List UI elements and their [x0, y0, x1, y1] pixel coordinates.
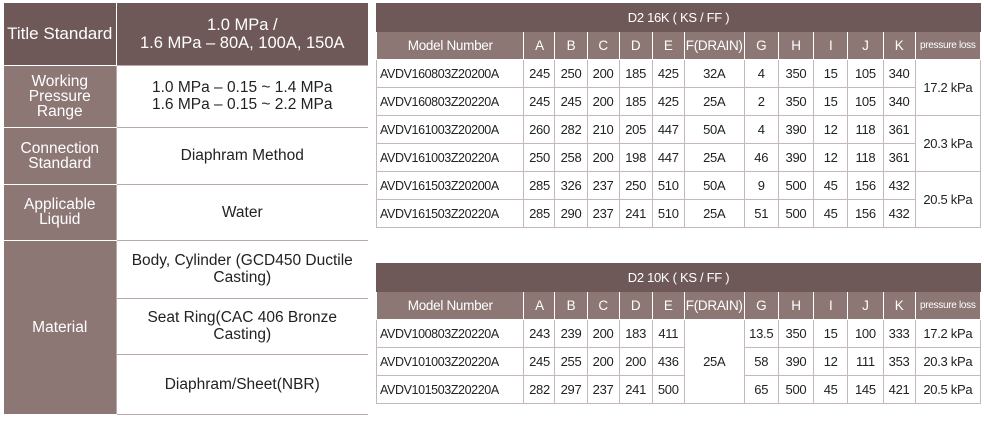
table-cell: 255: [555, 348, 587, 376]
table-cell: 447: [652, 144, 684, 172]
spec-value: [116, 240, 368, 298]
table-cell: 118: [848, 144, 883, 172]
column-header: pressure loss: [915, 32, 980, 60]
table-cell: 111: [848, 348, 883, 376]
table-cell: 245: [524, 88, 555, 116]
spec-row-working-pressure: [4, 65, 368, 127]
spec-value: [116, 65, 368, 127]
table-cell: 105: [848, 88, 883, 116]
column-header: K: [883, 32, 915, 60]
table-cell: 200: [587, 320, 619, 348]
table-cell: 421: [883, 376, 915, 404]
column-header: F(DRAIN): [684, 32, 744, 60]
table-cell: 50A: [684, 116, 744, 144]
column-header: H: [778, 292, 813, 320]
table-cell: 2: [744, 88, 778, 116]
table-cell: 285: [524, 200, 555, 228]
table-cell: 20.3 kPa: [915, 116, 980, 172]
table-cell: 105: [848, 60, 883, 88]
table-cell: 12: [814, 348, 848, 376]
table-row: [377, 88, 981, 116]
column-header: I: [814, 292, 848, 320]
spec-value: Diaphram/Sheet(NBR): [116, 354, 368, 414]
spec-value-line: 1.6 MPa – 0.15 ~ 2.2 MPa: [151, 96, 333, 113]
table-cell: 15: [814, 60, 848, 88]
spec-value: [116, 3, 368, 65]
spec-label: Title Standard: [4, 3, 116, 65]
table-cell: 447: [652, 116, 684, 144]
spec-value-line: Body, Cylinder (GCD450 Ductile Casting): [131, 252, 353, 286]
column-header: B: [555, 32, 587, 60]
table-row: [377, 60, 981, 88]
table-cell: 333: [883, 320, 915, 348]
table-cell: 185: [619, 88, 652, 116]
spec-label: Working Pressure Range: [4, 65, 116, 127]
table-cell: 432: [883, 172, 915, 200]
table-cell: 241: [619, 376, 652, 404]
table-10k: [376, 263, 981, 404]
table-cell: 390: [778, 348, 813, 376]
column-header: A: [524, 32, 555, 60]
table-cell: 20.3 kPa: [915, 348, 980, 376]
table-cell: 297: [555, 376, 587, 404]
table-cell: 326: [555, 172, 587, 200]
table-cell: 411: [652, 320, 684, 348]
table-cell: 50A: [684, 172, 744, 200]
table-header: [377, 292, 981, 320]
column-header: C: [587, 32, 619, 60]
table-cell: 350: [778, 60, 813, 88]
table-cell: 245: [524, 348, 555, 376]
table-cell: 282: [555, 116, 587, 144]
column-header: H: [778, 32, 813, 60]
spec-table: [4, 3, 368, 415]
table-row: [377, 172, 981, 200]
table-cell: 4: [744, 60, 778, 88]
table-cell: 245: [555, 88, 587, 116]
table-cell: 250: [619, 172, 652, 200]
table-cell: AVDV161503Z20200A: [377, 172, 524, 200]
table-row: [377, 376, 981, 404]
spec-row-material-1: [4, 240, 368, 298]
spec-value-line: 1.0 MPa – 0.15 ~ 1.4 MPa: [151, 79, 333, 96]
table-cell: 156: [848, 200, 883, 228]
table-title: D2 16K ( KS / FF ): [377, 4, 981, 32]
table-cell: 185: [619, 60, 652, 88]
column-header: J: [848, 32, 883, 60]
table-cell: 425: [652, 88, 684, 116]
table-cell: 205: [619, 116, 652, 144]
table-body: [377, 320, 981, 404]
spec-value-line: 1.6 MPa – 80A, 100A, 150A: [139, 33, 345, 52]
table-header: [377, 32, 981, 60]
table-cell: 65: [744, 376, 778, 404]
table-cell: 200: [619, 348, 652, 376]
table-cell: 239: [555, 320, 587, 348]
column-header: A: [524, 292, 555, 320]
spec-value-line: 1.0 MPa /: [206, 15, 278, 34]
spec-value-line: Seat Ring(CAC 406 Bronze Casting): [147, 309, 338, 343]
table-cell: 210: [587, 116, 619, 144]
table-cell: 250: [555, 60, 587, 88]
table-cell: 436: [652, 348, 684, 376]
table-cell: 17.2 kPa: [915, 60, 980, 116]
column-header: B: [555, 292, 587, 320]
table-cell: 13.5: [744, 320, 778, 348]
table-cell: 285: [524, 172, 555, 200]
table-cell: 145: [848, 376, 883, 404]
table-row: [377, 348, 981, 376]
table-cell: 340: [883, 60, 915, 88]
spec-value: [116, 298, 368, 354]
table-cell: 250: [524, 144, 555, 172]
table-cell: 361: [883, 116, 915, 144]
table-cell: 353: [883, 348, 915, 376]
table-cell: 15: [814, 320, 848, 348]
column-header: G: [744, 292, 778, 320]
table-cell: 17.2 kPa: [915, 320, 980, 348]
table-cell: 432: [883, 200, 915, 228]
column-header: K: [883, 292, 915, 320]
table-title: D2 10K ( KS / FF ): [377, 264, 981, 292]
table-row: [377, 144, 981, 172]
column-header: E: [652, 292, 684, 320]
table-cell: 290: [555, 200, 587, 228]
column-header: C: [587, 292, 619, 320]
table-cell: 200: [587, 88, 619, 116]
column-header: D: [619, 32, 652, 60]
table-row: [377, 116, 981, 144]
table-cell: 100: [848, 320, 883, 348]
column-header: D: [619, 292, 652, 320]
spec-label: Applicable Liquid: [4, 184, 116, 240]
table-cell: AVDV161003Z20200A: [377, 116, 524, 144]
table-cell: 390: [778, 116, 813, 144]
table-cell: AVDV160803Z20220A: [377, 88, 524, 116]
table-cell: 243: [524, 320, 555, 348]
spec-row-liquid: [4, 184, 368, 240]
table-cell: 500: [778, 376, 813, 404]
table-cell: AVDV101003Z20220A: [377, 348, 524, 376]
table-cell: 350: [778, 320, 813, 348]
spec-row-connection: [4, 127, 368, 184]
column-header: G: [744, 32, 778, 60]
column-header: Model Number: [377, 292, 524, 320]
table-cell: 25A: [684, 144, 744, 172]
spec-label: Connection Standard: [4, 127, 116, 184]
table-cell: 198: [619, 144, 652, 172]
table-cell: 45: [814, 376, 848, 404]
table-body: [377, 60, 981, 228]
table-cell: 20.5 kPa: [915, 172, 980, 228]
table-cell: 237: [587, 172, 619, 200]
table-cell: 15: [814, 88, 848, 116]
table-cell: 510: [652, 200, 684, 228]
table-cell: 258: [555, 144, 587, 172]
table-cell: 237: [587, 376, 619, 404]
table-cell: 156: [848, 172, 883, 200]
table-cell: 390: [778, 144, 813, 172]
table-cell: 20.5 kPa: [915, 376, 980, 404]
table-cell: 245: [524, 60, 555, 88]
table-cell: 32A: [684, 60, 744, 88]
table-cell: 510: [652, 172, 684, 200]
table-cell: 12: [814, 116, 848, 144]
table-16k: [376, 3, 981, 228]
spec-value: Diaphram Method: [116, 127, 368, 184]
table-cell: 260: [524, 116, 555, 144]
table-cell: 25A: [684, 88, 744, 116]
table-cell: AVDV160803Z20200A: [377, 60, 524, 88]
table-cell: 200: [587, 60, 619, 88]
table-cell: 118: [848, 116, 883, 144]
spec-value: Water: [116, 184, 368, 240]
table-cell: 51: [744, 200, 778, 228]
table-cell: 361: [883, 144, 915, 172]
column-header: J: [848, 292, 883, 320]
column-header: E: [652, 32, 684, 60]
table-cell: 45: [814, 200, 848, 228]
table-cell: 200: [587, 348, 619, 376]
table-cell: 237: [587, 200, 619, 228]
table-cell: 350: [778, 88, 813, 116]
table-cell: 282: [524, 376, 555, 404]
table-cell: AVDV161003Z20220A: [377, 144, 524, 172]
table-cell: 12: [814, 144, 848, 172]
spec-row-title-standard: [4, 3, 368, 65]
table-cell: 500: [778, 172, 813, 200]
table-cell: 58: [744, 348, 778, 376]
column-header: F(DRAIN): [684, 292, 744, 320]
table-cell: 200: [587, 144, 619, 172]
table-cell: 500: [778, 200, 813, 228]
table-cell: 45: [814, 172, 848, 200]
table-row: [377, 320, 981, 348]
table-cell: 500: [652, 376, 684, 404]
spec-label: Material: [4, 240, 116, 414]
table-cell: 425: [652, 60, 684, 88]
table-cell: AVDV100803Z20220A: [377, 320, 524, 348]
table-cell: 25A: [684, 320, 744, 404]
column-header: pressure loss: [915, 292, 980, 320]
table-cell: 340: [883, 88, 915, 116]
table-row: [377, 200, 981, 228]
column-header: I: [814, 32, 848, 60]
table-cell: 9: [744, 172, 778, 200]
table-cell: 46: [744, 144, 778, 172]
table-cell: 4: [744, 116, 778, 144]
table-cell: AVDV161503Z20220A: [377, 200, 524, 228]
table-cell: 183: [619, 320, 652, 348]
column-header: Model Number: [377, 32, 524, 60]
table-cell: 241: [619, 200, 652, 228]
table-cell: AVDV101503Z20220A: [377, 376, 524, 404]
table-cell: 25A: [684, 200, 744, 228]
